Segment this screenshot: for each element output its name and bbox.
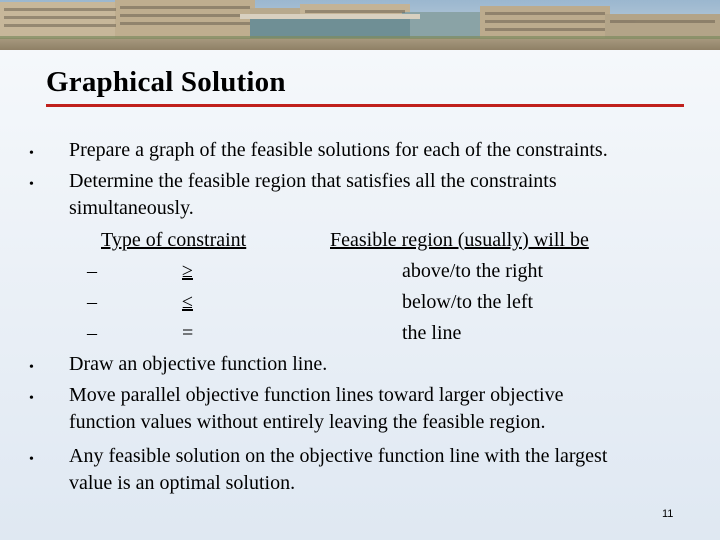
- row-dash: –: [87, 291, 97, 313]
- page-number: 11: [662, 508, 674, 520]
- row-dash: –: [87, 260, 97, 282]
- bullet-text: Draw an objective function line.: [69, 353, 328, 375]
- bullet-text: Any feasible solution on the objective function line with the largest: [69, 445, 608, 467]
- row-dash: –: [87, 322, 97, 344]
- bullet-marker: •: [29, 177, 34, 192]
- bullet-marker: •: [29, 452, 34, 467]
- bullet-text-continuation: value is an optimal solution.: [69, 472, 296, 494]
- bullet-text: Move parallel objective function lines toward larger objective: [69, 384, 564, 406]
- bullet-marker: •: [29, 146, 34, 161]
- bullet-text-continuation: simultaneously.: [69, 197, 194, 219]
- bullet-marker: •: [29, 391, 34, 406]
- constraint-symbol: ≥: [182, 260, 193, 282]
- region-description: the line: [402, 322, 462, 344]
- region-description: below/to the left: [402, 291, 534, 313]
- constraint-symbol: ≤: [182, 291, 193, 313]
- slide-title: Graphical Solution: [46, 66, 286, 98]
- region-description: above/to the right: [402, 260, 544, 282]
- bullet-text-continuation: function values without entirely leaving the feasible region.: [69, 411, 546, 433]
- constraint-symbol: =: [182, 322, 194, 344]
- constraint-type-header: Type of constraint: [101, 229, 247, 251]
- bullet-text: Determine the feasible region that satisfies all the constraints: [69, 170, 557, 192]
- feasible-region-header: Feasible region (usually) will be: [330, 229, 589, 251]
- bullet-marker: •: [29, 360, 34, 375]
- bullet-text: Prepare a graph of the feasible solutions for each of the constraints.: [69, 139, 608, 161]
